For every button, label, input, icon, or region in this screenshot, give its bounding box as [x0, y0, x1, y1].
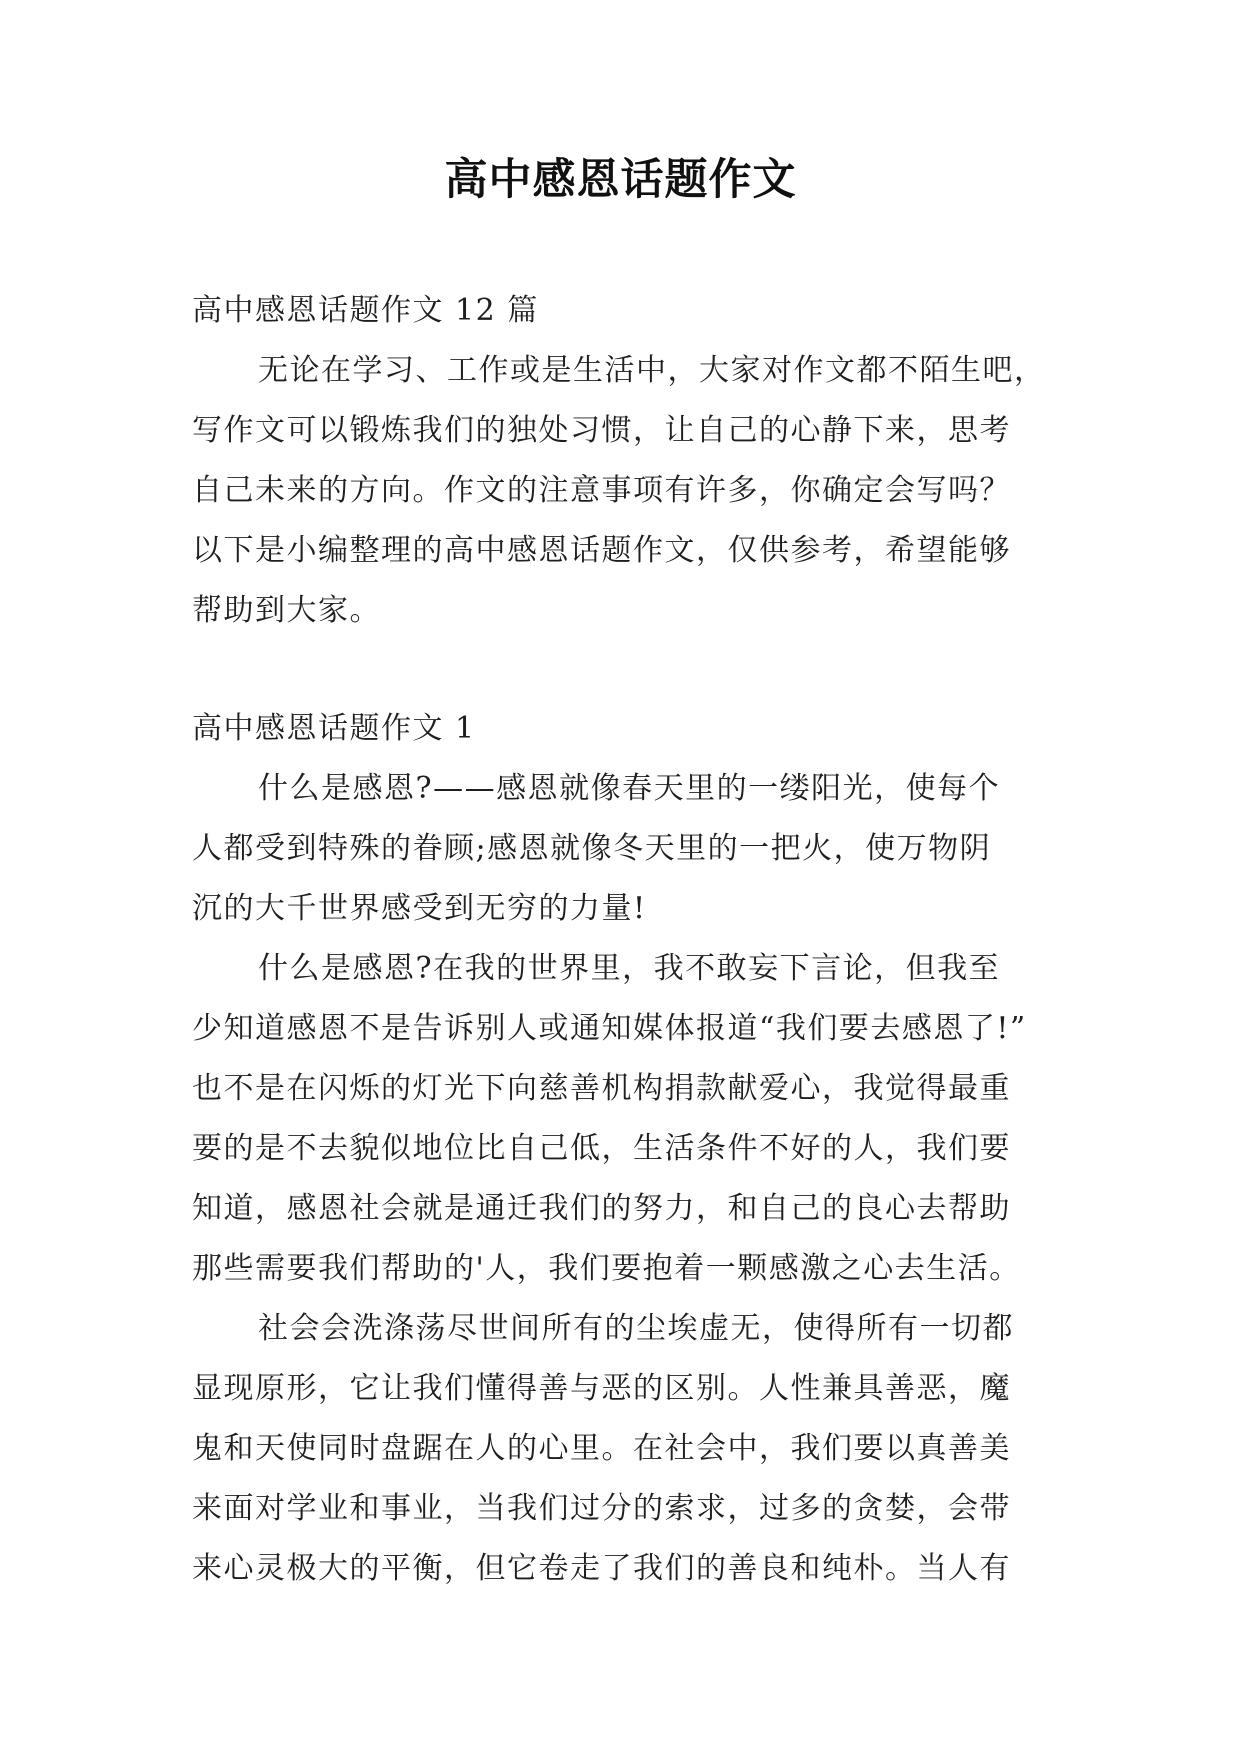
paragraph-line: 什么是感恩?——感恩就像春天里的一缕阳光，使每个 — [258, 771, 1001, 806]
document-subtitle: 高中感恩话题作文 12 篇 — [192, 293, 539, 328]
intro-line: 帮助到大家。 — [192, 593, 381, 628]
section-heading: 高中感恩话题作文 1 — [192, 711, 476, 746]
intro-line: 自己未来的方向。作文的注意事项有许多，你确定会写吗？ — [192, 473, 1011, 508]
paragraph-line: 那些需要我们帮助的'人，我们要抱着一颗感激之心去生活。 — [192, 1251, 1021, 1286]
paragraph-line: 沉的大千世界感受到无穷的力量! — [192, 891, 647, 926]
paragraph-line: 社会会洗涤荡尽世间所有的尘埃虚无，使得所有一切都 — [258, 1311, 1014, 1346]
paragraph-line: 来面对学业和事业，当我们过分的索求，过多的贪婪，会带 — [192, 1491, 1011, 1526]
paragraph-line: 什么是感恩?在我的世界里，我不敢妄下言论，但我至 — [258, 951, 1001, 986]
paragraph-line: 知道，感恩社会就是通迁我们的努力，和自己的良心去帮助 — [192, 1191, 1011, 1226]
intro-line: 以下是小编整理的高中感恩话题作文，仅供参考，希望能够 — [192, 533, 1011, 568]
paragraph-line: 来心灵极大的平衡，但它卷走了我们的善良和纯朴。当人有 — [192, 1551, 1011, 1586]
paragraph-line: 鬼和天使同时盘踞在人的心里。在社会中，我们要以真善美 — [192, 1431, 1011, 1466]
paragraph-line: 人都受到特殊的眷顾;感恩就像冬天里的一把火，使万物阴 — [192, 831, 992, 866]
paragraph-line: 少知道感恩不是告诉别人或通知媒体报道“我们要去感恩了!” — [192, 1011, 1027, 1046]
intro-line: 无论在学习、工作或是生活中，大家对作文都不陌生吧， — [258, 353, 1046, 388]
paragraph-line: 要的是不去貌似地位比自己低，生活条件不好的人，我们要 — [192, 1131, 1011, 1166]
paragraph-line: 显现原形，它让我们懂得善与恶的区别。人性兼具善恶，魔 — [192, 1371, 1011, 1406]
paragraph-line: 也不是在闪烁的灯光下向慈善机构捐款献爱心，我觉得最重 — [192, 1071, 1011, 1106]
document-title: 高中感恩话题作文 — [444, 155, 797, 205]
intro-line: 写作文可以锻炼我们的独处习惯，让自己的心静下来，思考 — [192, 413, 1011, 448]
